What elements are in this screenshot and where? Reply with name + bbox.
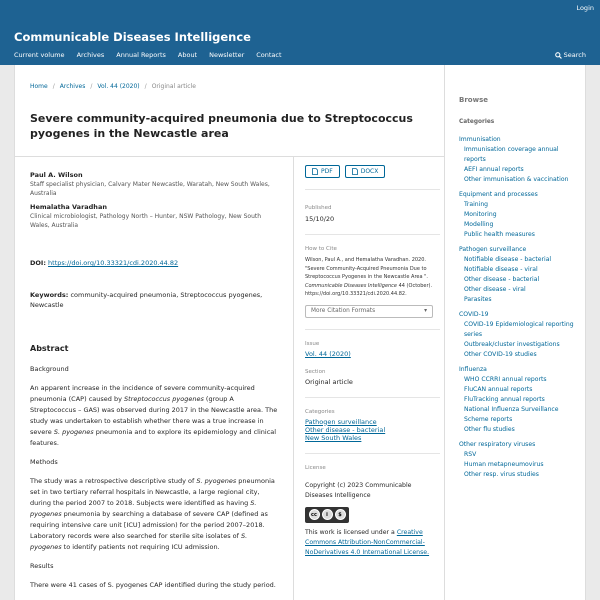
keywords-value: community-acquired pneumonia, Streptococcus pyogenes, Newcastle [30, 291, 263, 309]
sidebar-category-link[interactable]: Other respiratory viruses [459, 441, 536, 448]
divider [305, 234, 440, 235]
by-icon: i [322, 509, 333, 520]
category-link[interactable]: Pathogen surveillance [305, 417, 377, 426]
search-label: Search [563, 51, 586, 59]
license-text: This work is licensed under a Creative Commons Attribution-NonCommercial-NoDerivatives 4.0 International License. [305, 528, 430, 556]
sidebar-subcategory-link[interactable]: Other disease - viral [464, 286, 526, 293]
sidebar-subcategory-link[interactable]: Notifiable disease - viral [464, 266, 538, 273]
keywords [30, 290, 280, 310]
divider [305, 453, 440, 454]
results-label: Results [30, 562, 54, 570]
article-details [305, 165, 440, 558]
search-icon [555, 52, 562, 59]
docx-button[interactable]: DOCX [345, 165, 386, 178]
main-nav [14, 51, 282, 59]
site-header [0, 0, 600, 65]
abstract-heading: Abstract [30, 344, 69, 353]
sidebar-subcategory-link[interactable]: FluTracking annual reports [464, 396, 545, 403]
doi-link[interactable]: https://doi.org/10.33321/cdi.2020.44.82 [48, 259, 179, 267]
category-link[interactable]: New South Wales [305, 433, 362, 442]
sidebar-category-link[interactable]: Immunisation [459, 136, 501, 143]
sidebar-subcategory-link[interactable]: Other COVID-19 studies [464, 351, 537, 358]
breadcrumb-separator: / [144, 83, 147, 90]
column-divider [293, 156, 294, 600]
author-affiliation: Staff specialist physician, Calvary Mater Newcastle, Waratah, New South Wales, Australia [30, 181, 270, 197]
section-value: Original article [305, 377, 353, 386]
section-label: Section [305, 368, 326, 375]
cc-icon: cc [309, 509, 320, 520]
article-title: Severe community-acquired pneumonia due to Streptococcus pyogenes in the Newcastle area [30, 112, 413, 140]
license-label: License [305, 464, 326, 471]
galley-links [305, 165, 440, 178]
cc-license-badge[interactable] [305, 507, 349, 523]
published-date: 15/10/20 [305, 215, 335, 223]
sidebar-subcategory-link[interactable]: COVID-19 Epidemiological reporting series [464, 321, 574, 338]
nav-newsletter[interactable]: Newsletter [209, 51, 245, 59]
browse-heading: Browse [459, 96, 488, 104]
doi-label: DOI: [30, 259, 46, 267]
breadcrumb-issue[interactable]: Vol. 44 (2020) [97, 83, 140, 90]
file-icon [352, 168, 358, 175]
authors [30, 171, 280, 230]
results-text: There were 41 cases of S. pyogenes CAP identified during the study period. [30, 581, 276, 589]
license-link[interactable]: Creative Commons Attribution-NonCommercial-NoDerivatives 4.0 International License. [305, 528, 430, 556]
sidebar-category-link[interactable]: Influenza [459, 366, 487, 373]
sidebar-subcategory-link[interactable]: Monitoring [464, 211, 497, 218]
sidebar-subcategory-link[interactable]: Other immunisation & vaccination [464, 176, 569, 183]
sidebar-subcategory-link[interactable]: RSV [464, 451, 477, 458]
site-title[interactable]: Communicable Diseases Intelligence [14, 30, 251, 44]
nav-annual-reports[interactable]: Annual Reports [116, 51, 166, 59]
sidebar-subcategory-link[interactable]: Other resp. virus studies [464, 471, 539, 478]
divider [305, 329, 440, 330]
author-name: Hemalatha Varadhan [30, 203, 107, 211]
sidebar-subcategory-link[interactable]: Human metapneumovirus [464, 461, 544, 468]
how-to-cite-label: How to Cite [305, 246, 337, 252]
methods-text: The study was a retrospective descriptive study of S. pyogenes pneumonia set in two tertiary referral hospitals in Newcastle, a large regional city, during the period 2007 to 2018. Subjects were identified as having S. pyogenes pneumonia by searching a database of severe CAP (defined as requiring intensive care unit [ICU] admission) for the period 2007–2018. Laboratory records were also searched for sterile site isolates of S. pyogenes to identify patients not requiring ICU admission. [30, 477, 275, 551]
breadcrumb-separator: / [90, 83, 93, 90]
search-link[interactable] [555, 51, 586, 59]
methods-label: Methods [30, 458, 58, 466]
sidebar-category-link[interactable]: Equipment and processes [459, 191, 538, 198]
category-link[interactable]: Other disease - bacterial [305, 425, 386, 434]
sidebar-subcategory-link[interactable]: Training [464, 201, 489, 208]
divider [15, 156, 445, 157]
abstract [30, 364, 280, 599]
nav-current-volume[interactable]: Current volume [14, 51, 65, 59]
citation-text: Wilson, Paul A., and Hemalatha Varadhan. 2020. "Severe Community-Acquired Pneumonia Due to Streptococcus Pyogenes in the Newcastle Area ". Communicable Diseases Intelligence 44 (October). https://doi.org/10.33321/cdi.2020.44.82. [305, 257, 433, 297]
doi [30, 259, 178, 267]
sidebar-subcategory-link[interactable]: Public health measures [464, 231, 535, 238]
author-affiliation: Clinical microbiologist, Pathology North – Hunter, NSW Pathology, New South Wales, Australia [30, 213, 262, 229]
background-label: Background [30, 365, 69, 373]
author-name: Paul A. Wilson [30, 171, 83, 179]
file-icon [312, 168, 318, 175]
sidebar-subcategory-link[interactable]: WHO CCRRI annual reports [464, 376, 547, 383]
breadcrumb [30, 83, 196, 90]
background-text: An apparent increase in the incidence of severe community-acquired pneumonia (CAP) caused by Streptococcus pyogenes (group A Streptococcus – GAS) was observed during 2017 in the Newcastle area. The study was undertaken to establish whether there was a true increase in severe S. pyogenes pneumonia and to explore its epidemiology and clinical features. [30, 384, 278, 447]
issue-label: Issue [305, 340, 320, 347]
published-label: Published [305, 205, 332, 211]
sidebar-subcategory-link[interactable]: Immunisation coverage annual reports [464, 146, 559, 163]
breadcrumb-separator: / [52, 83, 55, 90]
login-link[interactable]: Login [576, 4, 594, 12]
issue-link[interactable]: Vol. 44 (2020) [305, 349, 351, 358]
category-list [459, 135, 581, 480]
copyright-text: Copyright (c) 2023 Communicable Diseases Intelligence [305, 481, 412, 499]
nav-archives[interactable]: Archives [76, 51, 105, 59]
categories-heading: Categories [459, 119, 495, 125]
breadcrumb-archives[interactable]: Archives [59, 83, 86, 90]
chevron-down-icon: ▾ [424, 308, 427, 314]
sidebar-category-link[interactable]: Pathogen surveillance [459, 246, 527, 253]
sidebar-subcategory-link[interactable]: AEFI annual reports [464, 166, 524, 173]
sidebar-category-link[interactable]: COVID-19 [459, 311, 489, 318]
sidebar-subcategory-link[interactable]: Modelling [464, 221, 494, 228]
keywords-label: Keywords: [30, 291, 69, 299]
sidebar-subcategory-link[interactable]: Outbreak/cluster investigations [464, 341, 560, 348]
divider [305, 189, 440, 190]
nav-contact[interactable]: Contact [256, 51, 282, 59]
article-panel [14, 65, 445, 600]
sidebar-subcategory-link[interactable]: Notifiable disease - bacterial [464, 256, 552, 263]
sidebar-subcategory-link[interactable]: FluCAN annual reports [464, 386, 533, 393]
sidebar-subcategory-link[interactable]: National Influenza Surveillance Scheme reports [464, 406, 559, 423]
divider [305, 397, 440, 398]
nav-about[interactable]: About [177, 51, 198, 59]
pdf-button[interactable]: PDF [305, 165, 340, 178]
categories-label: Categories [305, 408, 335, 415]
author [30, 203, 280, 230]
nc-icon: $ [335, 509, 346, 520]
author [30, 171, 280, 198]
breadcrumb-home[interactable]: Home [30, 83, 48, 90]
citation-formats-select[interactable]: More Citation Formats ▾ [305, 305, 433, 318]
sidebar-subcategory-link[interactable]: Parasites [464, 296, 492, 303]
sidebar-subcategory-link[interactable]: Other disease - bacterial [464, 276, 540, 283]
sidebar [445, 65, 586, 600]
breadcrumb-current: Original article [151, 83, 196, 90]
sidebar-subcategory-link[interactable]: Other flu studies [464, 426, 515, 433]
